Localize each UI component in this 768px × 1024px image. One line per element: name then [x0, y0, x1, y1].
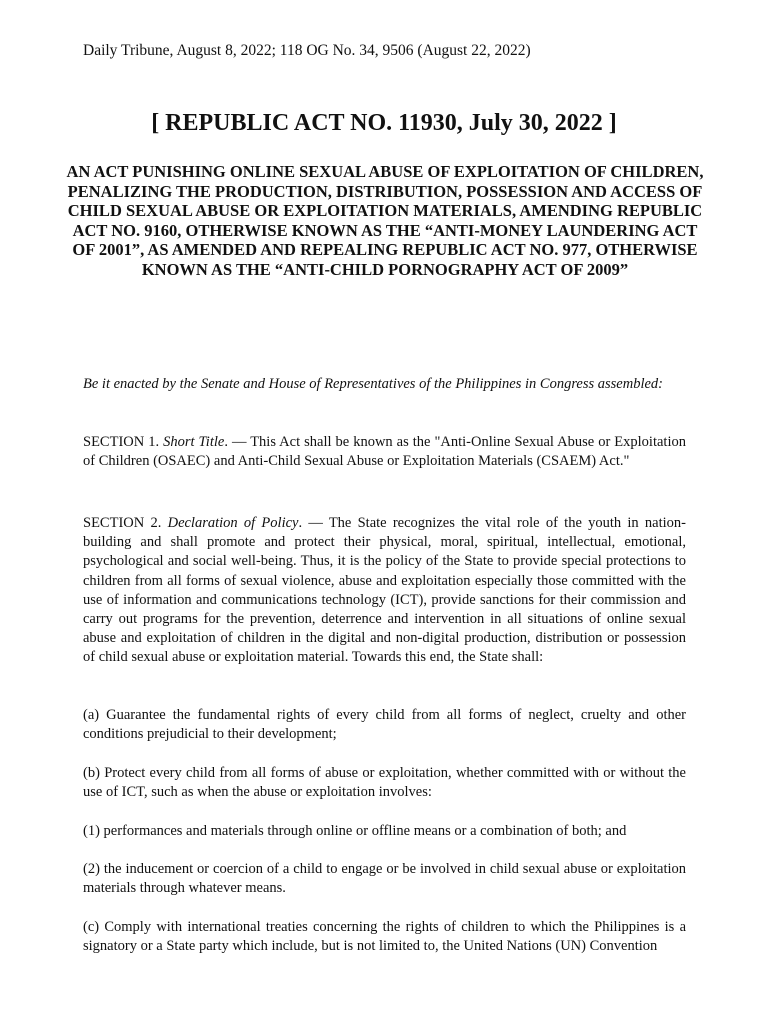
source-citation: Daily Tribune, August 8, 2022; 118 OG No. 34, 9506 (August 22, 2022): [83, 42, 531, 59]
section-1: [83, 433, 686, 471]
paragraph-a: (a) Guarantee the fundamental rights of every child from all forms of neglect, cruelty and other conditions prejudicial to their development;: [83, 707, 686, 743]
paragraph-b: (b) Protect every child from all forms of abuse or exploitation, whether committed with or without the use of ICT, such as when the abuse or exploitation involves:: [83, 765, 686, 801]
section-2: [83, 514, 686, 668]
section-2-heading: Declaration of Policy: [167, 515, 299, 531]
act-subtitle: AN ACT PUNISHING ONLINE SEXUAL ABUSE OF EXPLOITATION OF CHILDREN, PENALIZING THE PRODUCTION, DISTRIBUTION, POSSESSION AND ACCESS OF CHILD SEXUAL ABUSE OR EXPLOITATION MATERIALS, AMENDING REPUBLIC ACT NO. 9160, OTHERWISE KNOWN AS THE “ANTI-MONEY LAUNDERING ACT OF 2001”, AS AMENDED AND REPEALING REPUBLIC ACT NO. 977, OTHERWISE KNOWN AS THE “ANTI-CHILD PORNOGRAPHY ACT OF 2009”: [66, 162, 704, 279]
paragraph-b-1: (1) performances and materials through online or offline means or a combination of both; and: [83, 823, 627, 839]
section-1-heading: Short Title: [163, 434, 225, 450]
section-1-text: . — This Act shall be known as the "Anti-Online Sexual Abuse or Exploitation of Children (OSAEC) and Anti-Child Sexual Abuse or Exploitation Materials (CSAEM) Act.": [83, 434, 686, 470]
section-1-label: SECTION 1.: [83, 434, 164, 450]
section-2-label: SECTION 2.: [83, 515, 168, 531]
paragraph-b-2: (2) the inducement or coercion of a child to engage or be involved in child sexual abuse or exploitation materials through whatever means.: [83, 861, 686, 897]
section-2-text: . — The State recognizes the vital role of the youth in nation-building and shall promote and protect their physical, moral, spiritual, intellectual, emotional, psychological and social well-being. Thus, it is the policy of the State to provide special protections to children from all forms of sexual violence, abuse and exploitation especially those committed with the use of information and communications technology (ICT), provide sanctions for their commission and carry out programs for the prevention, deterrence and intervention in all situations of online sexual abuse and exploitation of children in the digital and non-digital production, distribution or possession of child sexual abuse or exploitation material. Towards this end, the State shall:: [83, 515, 686, 666]
act-title: [ REPUBLIC ACT NO. 11930, July 30, 2022 ]: [151, 110, 617, 136]
enacting-clause: Be it enacted by the Senate and House of Representatives of the Philippines in Congress assembled:: [83, 376, 664, 392]
paragraph-c: (c) Comply with international treaties concerning the rights of children to which the Philippines is a signatory or a State party which include, but is not limited to, the United Nations (UN) Convention: [83, 919, 686, 955]
